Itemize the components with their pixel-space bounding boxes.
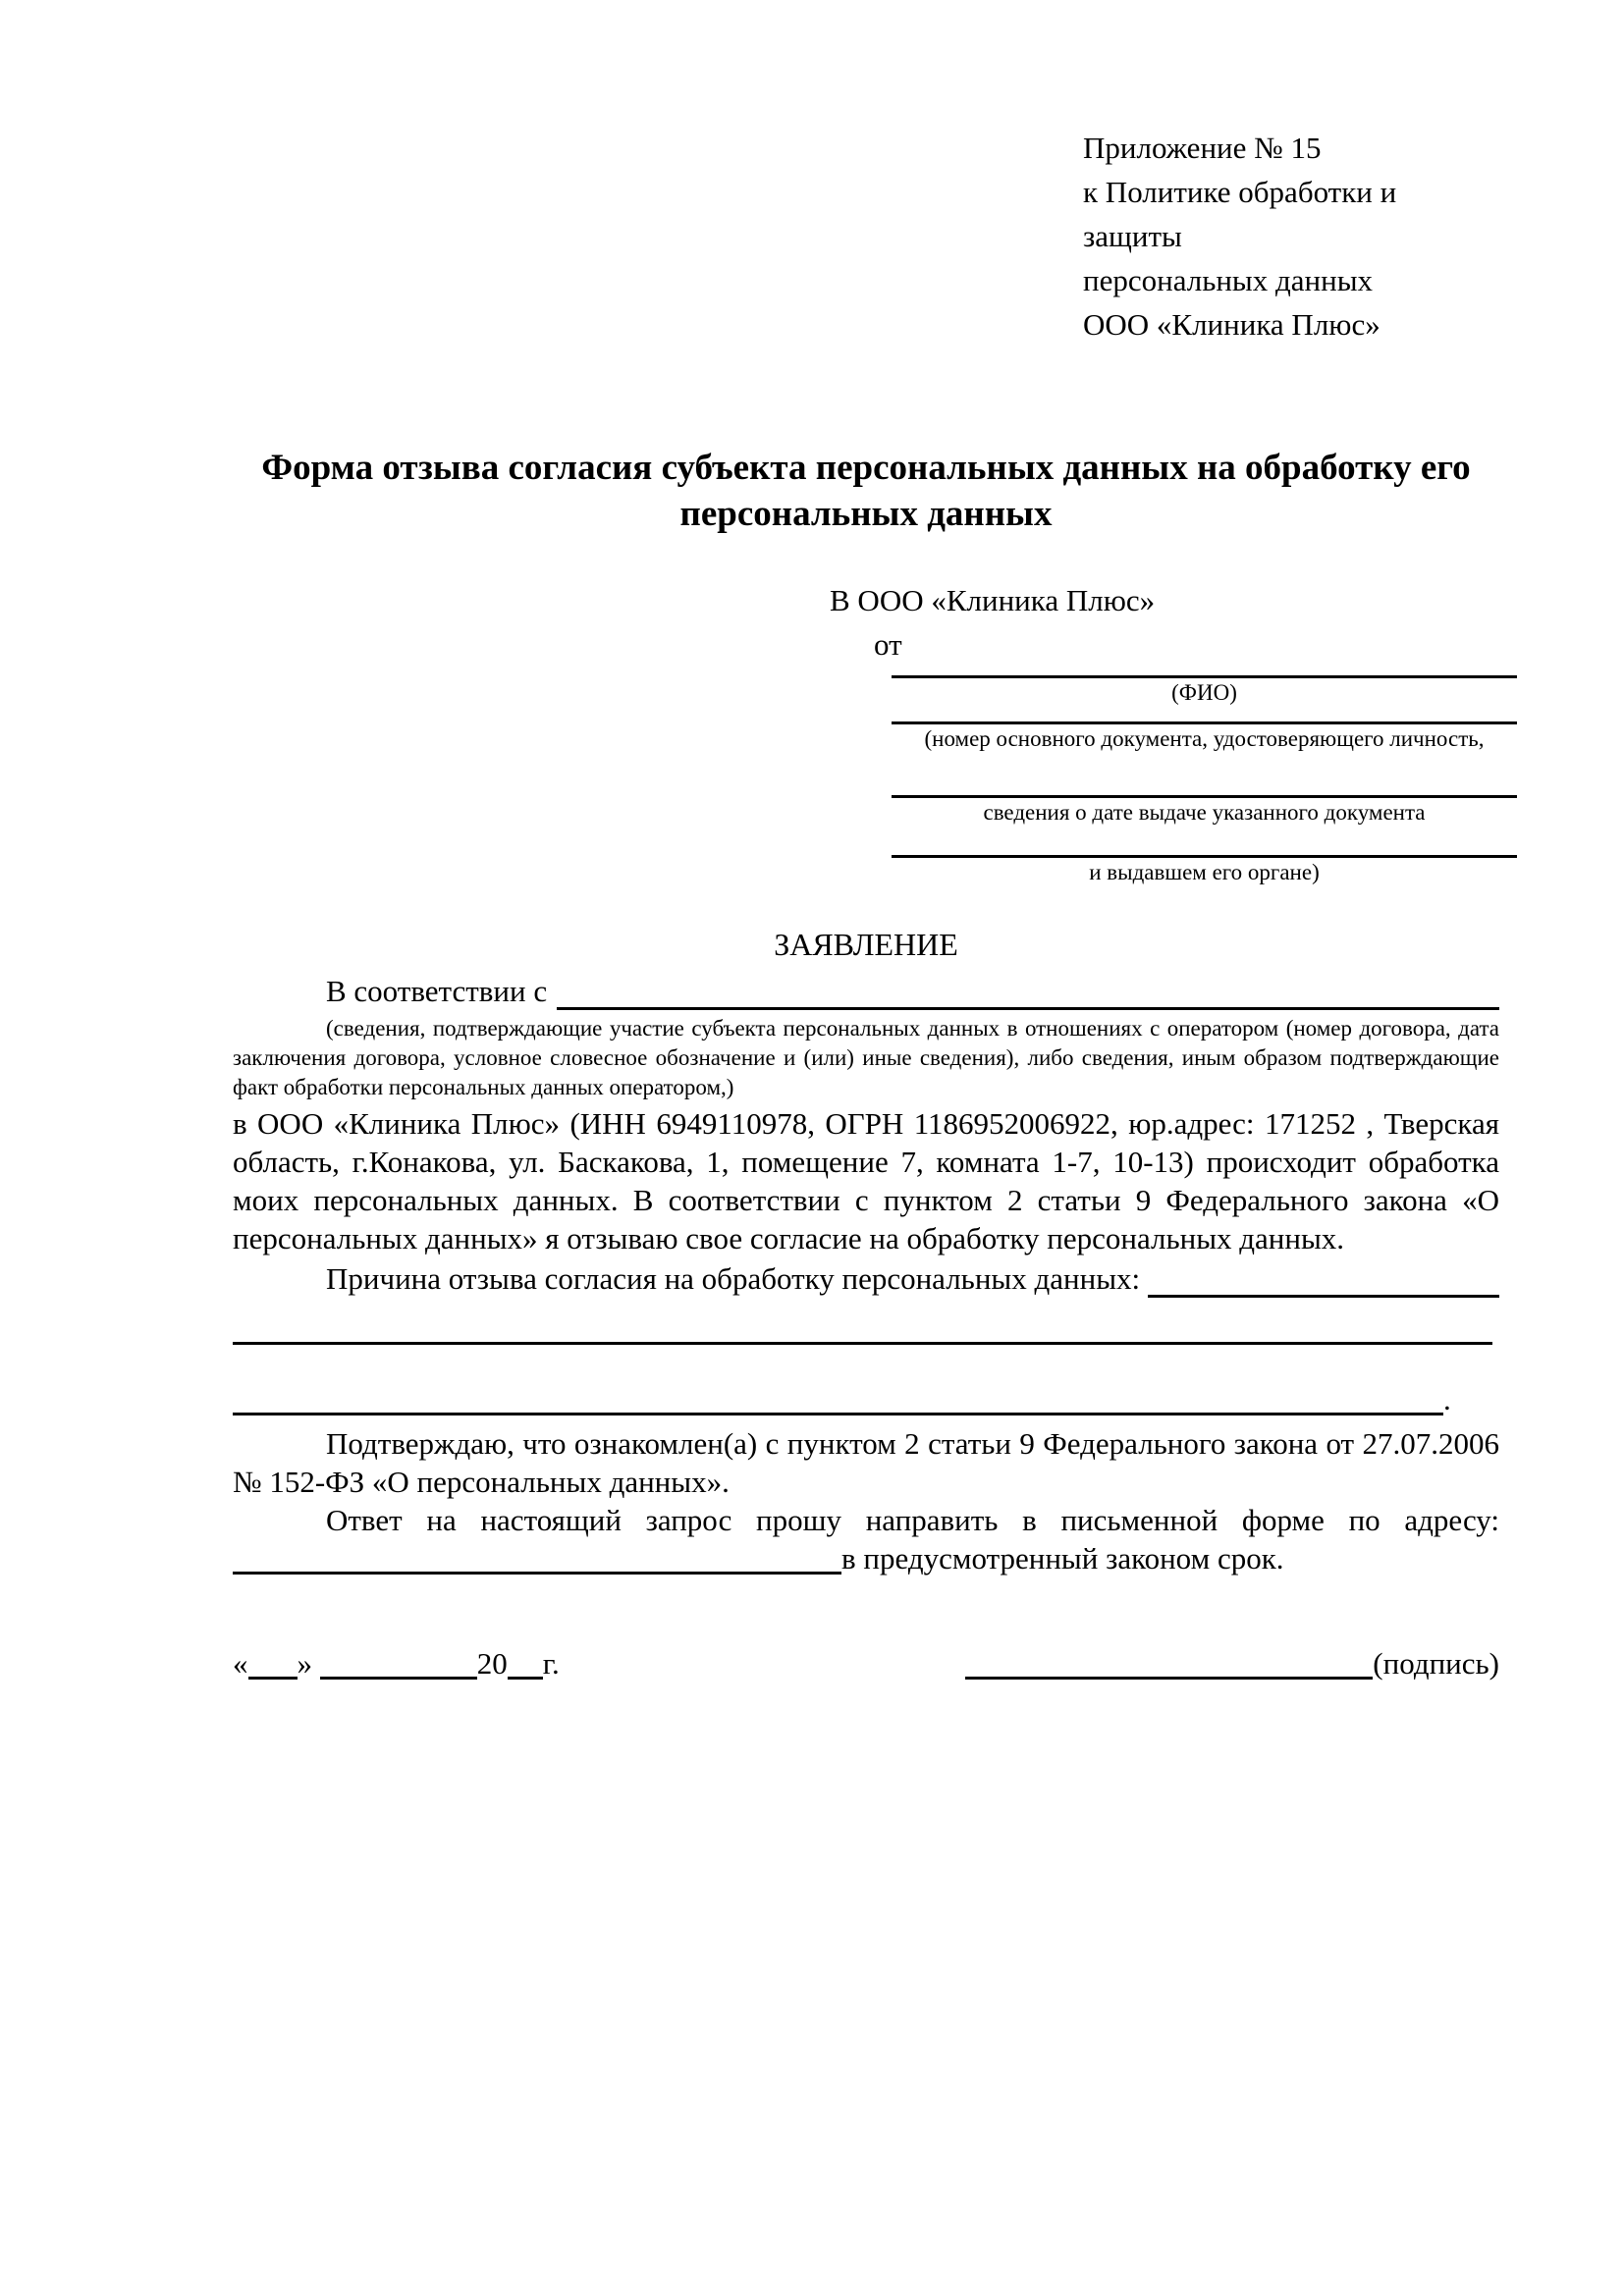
- appendix-line: персональных данных: [1083, 263, 1374, 297]
- reason-label: Причина отзыва согласия на обработку персональных данных:: [326, 1261, 1141, 1296]
- reason-blank-line-2: [233, 1342, 1492, 1345]
- fio-caption: (ФИО): [1171, 680, 1237, 705]
- appendix-line: Приложение № 15: [1083, 131, 1322, 165]
- date-year-suffix: г.: [542, 1646, 560, 1681]
- reply-suffix: в предусмотренный законом срок.: [841, 1541, 1284, 1575]
- addressee-from-label: от: [874, 627, 902, 662]
- document-number-caption: (номер основного документа, удостоверяющего личность,: [924, 726, 1485, 751]
- reply-paragraph: [233, 1501, 1499, 1577]
- issuing-authority-blank-line: [892, 828, 1517, 858]
- confirmation-paragraph: Подтверждаю, что ознакомлен(а) с пунктом 2 статьи 9 Федерального закона от 27.07.2006 № 152-ФЗ «О персональных данных».: [233, 1426, 1499, 1499]
- reply-prefix: Ответ на настоящий запрос прошу направить в письменной форме по адресу:: [326, 1503, 1499, 1537]
- intro-prefix: В соответствии с: [326, 974, 548, 1008]
- issue-date-blank-line: [892, 754, 1517, 798]
- footnote-text: (сведения, подтверждающие участие субъекта персональных данных в отношениях с оператором (номер договора, дата заключения договора, условное словесное обозначение и (или) иные сведения), либо сведения, иным образом подтверждающие факт обработки персональных данных оператором,): [233, 1016, 1499, 1099]
- appendix-line: ООО «Клиника Плюс»: [1083, 307, 1380, 342]
- date-fill-in: [233, 1644, 560, 1682]
- fio-blank-line: [892, 664, 1517, 678]
- signature-caption: (подпись): [1373, 1646, 1499, 1681]
- issuing-authority-caption: и выдавшем его органе): [1089, 860, 1320, 884]
- addressee-organization: В ООО «Клиника Плюс»: [830, 583, 1156, 617]
- statement-body: в ООО «Клиника Плюс» (ИНН 6949110978, ОГРН 1186952006922, юр.адрес: 171252 , Тверская область, г.Конакова, ул. Баскакова, 1, помещение 7, комната 1-7, 10-13) происходит обработка моих персональных данных. В соответствии с пунктом 2 статьи 9 Федерального закона «О персональных данных» я отзываю свое согласие на обработку персональных данных.: [233, 1106, 1499, 1255]
- year-blank: [508, 1646, 543, 1680]
- appendix-line: к Политике обработки и защиты: [1083, 175, 1397, 253]
- date-quote-close: »: [297, 1646, 312, 1681]
- signature-blank-line: [965, 1646, 1373, 1680]
- basis-blank-line: [557, 974, 1499, 1010]
- blank-line-period: .: [1443, 1382, 1451, 1416]
- day-blank: [248, 1646, 298, 1680]
- intro-row: [233, 972, 1499, 1010]
- month-blank: [320, 1646, 477, 1680]
- signature-row: [233, 1644, 1499, 1682]
- reason-blank-line-3-rule: [233, 1382, 1443, 1415]
- reason-row: [233, 1259, 1499, 1298]
- date-quote-open: «: [233, 1646, 248, 1681]
- statement-heading: ЗАЯВЛЕНИЕ: [774, 927, 958, 962]
- appendix-header: [1083, 126, 1499, 347]
- issue-date-caption: сведения о дате выдаче указанного документа: [983, 800, 1426, 825]
- reason-blank-line: [1148, 1261, 1499, 1298]
- addressee-fill-in-block: [892, 664, 1517, 887]
- document-title: Форма отзыва согласия субъекта персональных данных на обработку его персональных данных: [261, 448, 1471, 534]
- reply-address-blank-line: [233, 1541, 841, 1575]
- date-century: 20: [476, 1646, 508, 1681]
- document-number-blank-line: [892, 708, 1517, 724]
- reason-blank-line-3: [233, 1380, 1499, 1418]
- signature-fill-in: [965, 1644, 1499, 1682]
